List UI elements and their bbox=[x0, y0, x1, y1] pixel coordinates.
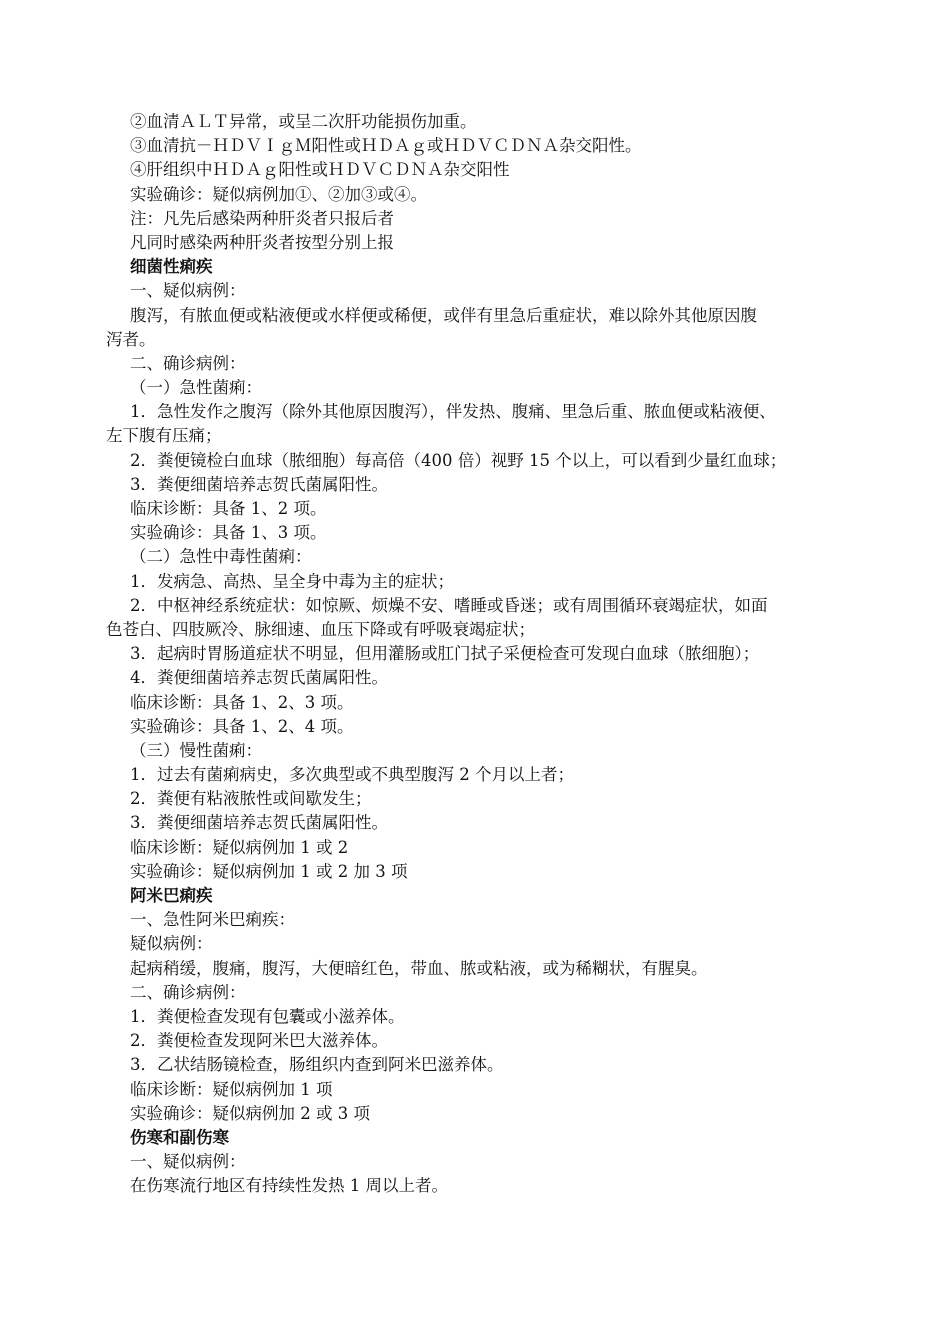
section-heading: 细菌性痢疾 bbox=[130, 257, 213, 277]
text-line: 2．粪便有粘液脓性或间歇发生； bbox=[130, 789, 372, 809]
text-line: 色苍白、四肢厥冷、脉细速、血压下降或有呼吸衰竭症状； bbox=[106, 619, 535, 639]
text-line: 1．过去有菌痢病史，多次典型或不典型腹泻 2 个月以上者； bbox=[130, 765, 574, 785]
section-heading: 伤寒和副伤寒 bbox=[130, 1127, 229, 1147]
text-line: 实验确诊：疑似病例加 2 或 3 项 bbox=[130, 1103, 370, 1123]
text-line: 泻者。 bbox=[106, 329, 156, 349]
text-line: 实验确诊：具备 1、2、4 项。 bbox=[130, 716, 354, 736]
text-line: 二、确诊病例： bbox=[130, 353, 246, 373]
text-line: ②血清ＡＬＴ异常，或呈二次肝功能损伤加重。 bbox=[130, 112, 477, 131]
text-line: 实验确诊：疑似病例加 1 或 2 加 3 项 bbox=[130, 861, 408, 881]
text-line: （三）慢性菌痢： bbox=[130, 740, 262, 760]
text-line: 实验确诊：具备 1、3 项。 bbox=[130, 523, 327, 543]
text-line: ③血清抗－ＨＤＶＩｇＭ阳性或ＨＤＡｇ或ＨＤＶＣＤＮＡ杂交阳性。 bbox=[130, 136, 642, 156]
text-line: ④肝组织中ＨＤＡｇ阳性或ＨＤＶＣＤＮＡ杂交阳性 bbox=[130, 160, 510, 180]
text-line: 腹泻，有脓血便或粘液便或水样便或稀便，或伴有里急后重症状，难以除外其他原因腹 bbox=[130, 305, 757, 325]
text-line: 临床诊断：疑似病例加 1 或 2 bbox=[130, 837, 349, 857]
text-line: 1．粪便检查发现有包囊或小滋养体。 bbox=[130, 1006, 405, 1026]
text-line: 临床诊断：具备 1、2、3 项。 bbox=[130, 692, 354, 712]
text-line: （二）急性中毒性菌痢： bbox=[130, 547, 312, 567]
text-line: 临床诊断：疑似病例加 1 项 bbox=[130, 1079, 333, 1099]
document-body bbox=[106, 110, 864, 1198]
text-line: 4．粪便细菌培养志贺氏菌属阳性。 bbox=[130, 668, 388, 688]
text-line: （一）急性菌痢： bbox=[130, 378, 262, 398]
text-line: 2．中枢神经系统症状：如惊厥、烦燥不安、嗜睡或昏迷；或有周围循环衰竭症状，如面 bbox=[130, 595, 768, 615]
section-heading: 阿米巴痢疾 bbox=[130, 886, 213, 905]
text-line: 凡同时感染两种肝炎者按型分别上报 bbox=[130, 232, 394, 252]
text-line: 2．粪便检查发现阿米巴大滋养体。 bbox=[130, 1031, 388, 1051]
text-line: 实验确诊：疑似病例加①、②加③或④。 bbox=[130, 184, 427, 204]
text-line: 一、急性阿米巴痢疾： bbox=[130, 910, 295, 930]
text-line: 一、疑似病例： bbox=[130, 281, 246, 301]
text-line: 一、疑似病例： bbox=[130, 1152, 246, 1172]
text-line: 起病稍缓，腹痛，腹泻，大便暗红色，带血、脓或粘液，或为稀糊状，有腥臭。 bbox=[130, 958, 708, 978]
text-line: 3．粪便细菌培养志贺氏菌属阳性。 bbox=[130, 813, 388, 833]
text-line: 左下腹有压痛； bbox=[106, 426, 222, 446]
text-line: 注：凡先后感染两种肝炎者只报后者 bbox=[130, 208, 394, 228]
text-line: 在伤寒流行地区有持续性发热 1 周以上者。 bbox=[130, 1176, 448, 1196]
text-line: 1．急性发作之腹泻（除外其他原因腹泻），伴发热、腹痛、里急后重、脓血便或粘液便、 bbox=[130, 402, 776, 422]
text-line: 3．起病时胃肠道症状不明显，但用灌肠或肛门拭子采便检查可发现白血球（脓细胞）； bbox=[130, 644, 760, 664]
text-line: 1．发病急、高热、呈全身中毒为主的症状； bbox=[130, 571, 454, 591]
text-line: 3．粪便细菌培养志贺氏菌属阳性。 bbox=[130, 474, 388, 494]
text-line: 3．乙状结肠镜检查，肠组织内查到阿米巴滋养体。 bbox=[130, 1055, 504, 1075]
text-line: 疑似病例： bbox=[130, 934, 213, 954]
text-line: 2．粪便镜检白血球（脓细胞）每高倍（400 倍）视野 15 个以上，可以看到少量红血球； bbox=[130, 450, 787, 470]
text-line: 二、确诊病例： bbox=[130, 982, 246, 1002]
text-line: 临床诊断：具备 1、2 项。 bbox=[130, 499, 327, 518]
